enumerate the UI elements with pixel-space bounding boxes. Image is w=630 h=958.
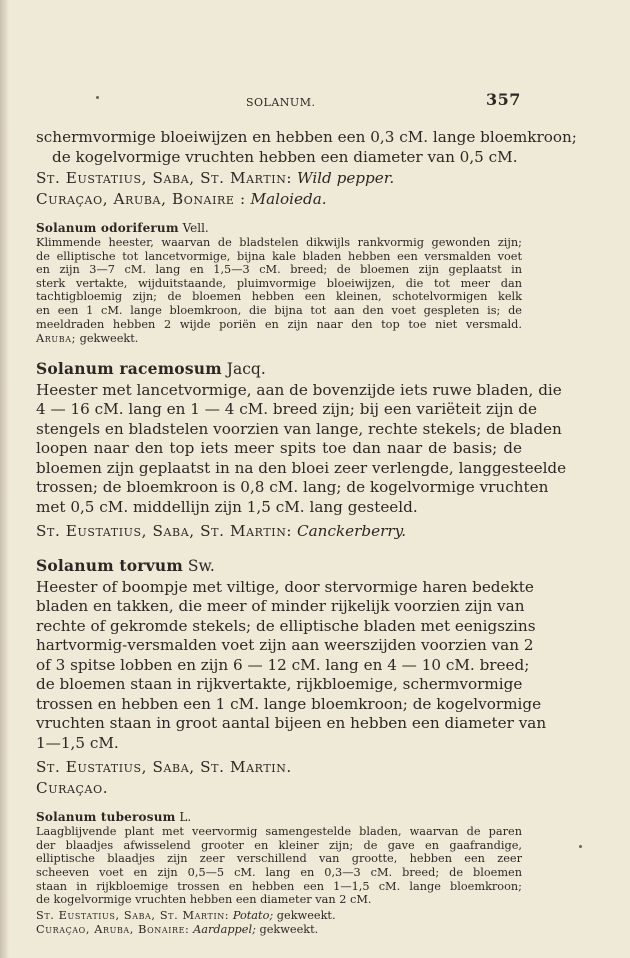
species-heading xyxy=(36,359,522,379)
text-line: met 0,5 cM. middellijn zijn 1,5 cM. lang gesteeld. xyxy=(36,497,418,516)
text-line: schermvormige bloeiwijzen en hebben een 0,3 cM. lange bloemkroon; xyxy=(36,128,577,146)
page-body xyxy=(36,128,577,937)
text-line: hartvormig-versmalden voet zijn aan weerszijden voorzien van 2 xyxy=(36,636,534,655)
vernacular-name: Aardappel; xyxy=(193,923,256,937)
text-line: scheeven voet en zijn 0,5—5 cM. lang en 0,3—3 cM. breed; de bloemen xyxy=(36,866,522,880)
text-line: bloemen zijn geplaatst in na den bloei zeer verlengde, langgesteelde xyxy=(36,458,567,477)
text-line: Heester of boompje met viltige, door stervormige haren bedekte xyxy=(36,577,534,596)
text-line: rechte of gekromde stekels; de elliptische bladen met eenigszins xyxy=(36,616,536,635)
page-gutter-shadow xyxy=(0,0,9,958)
text-line: de bloemen staan in rijkvertakte, rijkbloemige, schermvormige xyxy=(36,675,523,694)
page-number: 357 xyxy=(486,90,521,109)
locality-places: St. Eustatius, Saba, St. Martin: xyxy=(36,908,230,922)
vernacular-name: Wild pepper. xyxy=(296,169,395,187)
text-line: tachtigbloemig zijn; de bloemen hebben een kleinen, schotelvormigen kelk xyxy=(36,290,522,304)
text-line: staan in rijkbloemige trossen en hebben een 1—1,5 cM. lange bloemkroon; xyxy=(36,879,522,893)
text-line: vruchten staan in groot aantal bijeen en hebben een diameter van xyxy=(36,714,547,733)
locality-places: Curaçao, Aruba, Bonaire : xyxy=(36,189,246,208)
text-line: stengels en bladstelen voorzien van lange, rechte stekels; de bladen xyxy=(36,419,562,438)
text-line: meeldraden hebben 2 wijde poriën en zijn naar den top toe niet versmald. xyxy=(36,317,522,331)
intro-paragraph xyxy=(36,128,577,167)
locality-places: St. Eustatius, Saba, St. Martin: xyxy=(36,169,293,187)
locality-note: gekweekt. xyxy=(79,332,139,346)
text-line: 4 — 16 cM. lang en 1 — 4 cM. breed zijn; bij een variëteit zijn de xyxy=(36,400,537,419)
page-header xyxy=(0,90,630,114)
locality-places: Aruba; xyxy=(36,332,76,346)
locality-line xyxy=(36,923,522,937)
text-line: en zijn 3—7 cM. lang en 1,5—3 cM. breed; de bloemen zijn geplaatst in xyxy=(36,263,522,277)
locality-note: gekweekt. xyxy=(259,923,319,937)
text-line: Klimmende heester, waarvan de bladstelen dikwijls rankvormig gewonden zijn; xyxy=(36,236,522,249)
locality-note: gekweekt. xyxy=(276,908,336,922)
species-name: Solanum torvum xyxy=(36,555,183,575)
text-line: Heester met lancetvormige, aan de bovenzijde iets ruwe bladen, die xyxy=(36,380,562,399)
species-author: Sw. xyxy=(187,556,215,575)
species-odoriferum xyxy=(36,221,522,346)
text-line: de kogelvormige vruchten hebben een diameter van 2 cM. xyxy=(36,893,372,907)
text-line: de kogelvormige vruchten hebben een diameter van 0,5 cM. xyxy=(52,147,518,166)
species-author: L. xyxy=(179,810,192,825)
vernacular-name: Maloieda. xyxy=(250,189,327,208)
species-torvum xyxy=(36,555,547,799)
locality-line xyxy=(36,190,522,210)
text-line: trossen en hebben een 1 cM. lange bloemkroon; de kogelvormige xyxy=(36,694,542,713)
locality-line xyxy=(36,332,522,346)
locality-line: Curaçao. xyxy=(36,778,109,797)
species-heading xyxy=(36,221,522,236)
species-name: Solanum racemosum xyxy=(36,358,222,378)
text-line: de elliptische tot lancetvormige, bijna kale bladen hebben een versmalden voet xyxy=(36,249,522,263)
text-line: loopen naar den top iets meer spits toe dan naar de basis; de xyxy=(36,439,522,458)
text-line: sterk vertakte, wijduitstaande, pluimvormige bloeiwijzen, die tot meer dan xyxy=(36,276,522,290)
species-name: Solanum tuberosum xyxy=(36,810,176,825)
running-head: SOLANUM. xyxy=(246,96,316,109)
locality-places: St. Eustatius, Saba, St. Martin: xyxy=(36,522,293,541)
species-name: Solanum odoriferum xyxy=(36,221,179,235)
locality-places: Curaçao, Aruba, Bonaire: xyxy=(36,923,190,937)
text-line: trossen; de bloemkroon is 0,8 cM. lang; de kogelvormige vruchten xyxy=(36,478,549,497)
species-heading xyxy=(36,810,522,825)
text-line: en een 1 cM. lange bloemkroon, die bijna tot aan den voet gespleten is; de xyxy=(36,303,522,317)
species-racemosum xyxy=(36,358,567,542)
locality-line xyxy=(36,522,522,542)
locality-line xyxy=(36,909,522,923)
species-tuberosum xyxy=(36,810,522,937)
text-line: elliptische blaadjes zijn zeer verschillend van grootte, hebben een zeer xyxy=(36,852,522,866)
text-line: bladen en takken, die meer of minder rijkelijk voorzien zijn van xyxy=(36,597,525,616)
species-heading xyxy=(36,556,522,576)
text-line: of 3 spitse lobben en zijn 6 — 12 cM. lang en 4 — 10 cM. breed; xyxy=(36,655,530,674)
text-line: Laagblijvende plant met veervormig samengestelde bladen, waarvan de paren xyxy=(36,825,522,839)
vernacular-name: Canckerberry. xyxy=(296,522,407,541)
locality-line: St. Eustatius, Saba, St. Martin. xyxy=(36,758,292,777)
species-author: Jacq. xyxy=(226,359,266,378)
vernacular-name: Potato; xyxy=(232,908,274,922)
locality-line xyxy=(36,169,522,189)
text-line: der blaadjes afwisselend grooter en kleiner zijn; de gave en gaafrandige, xyxy=(36,838,522,852)
species-author: Vell. xyxy=(182,221,209,235)
text-line: 1—1,5 cM. xyxy=(36,733,119,752)
page-speck xyxy=(579,845,582,848)
